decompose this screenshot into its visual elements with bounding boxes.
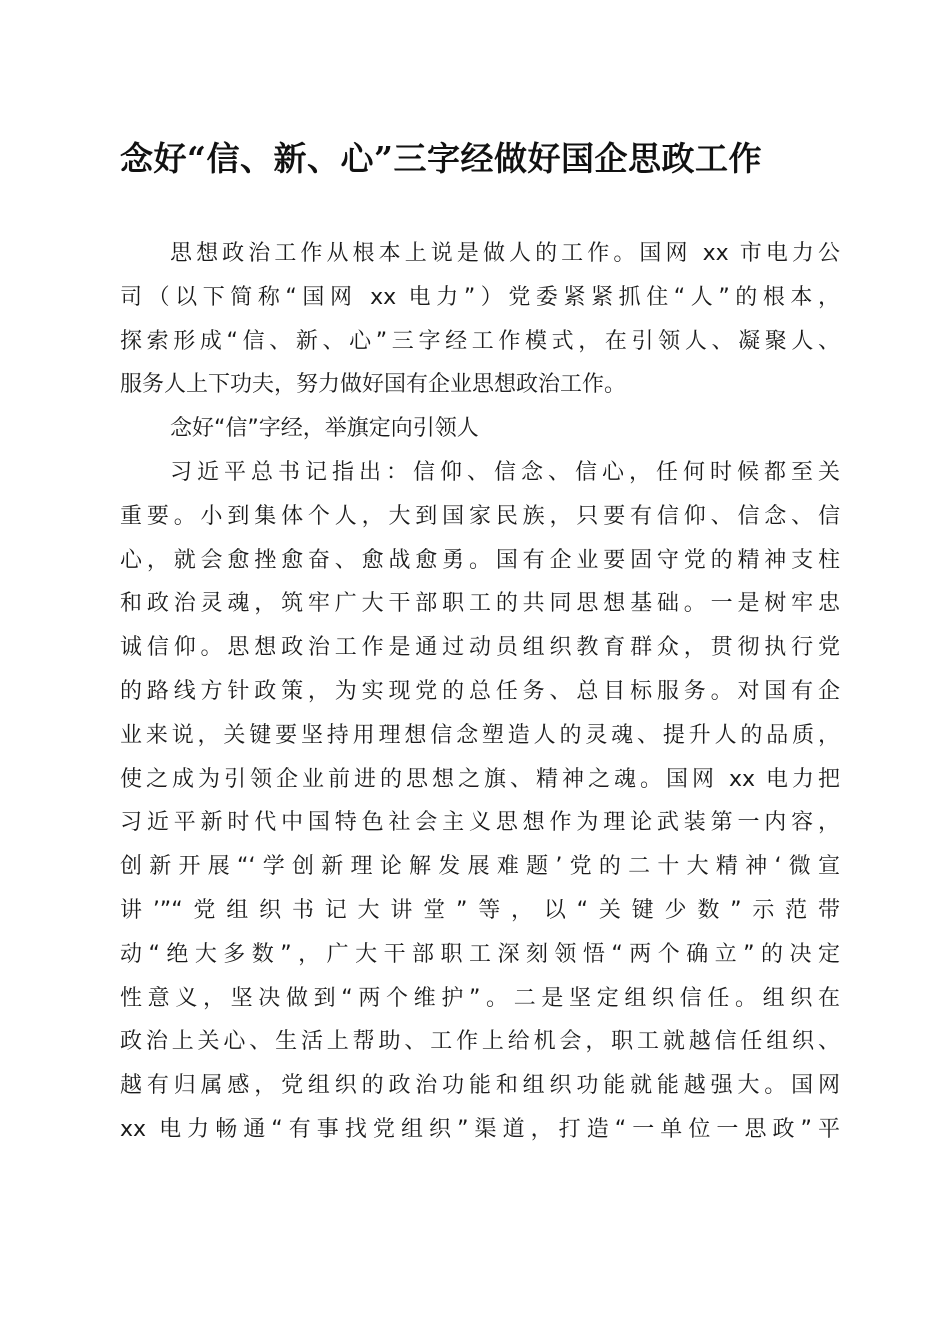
- document-body: [120, 232, 840, 1152]
- paragraph-line: 思想政治工作从根本上说是做人的工作。国网 xx 市电力公: [170, 241, 840, 266]
- paragraph-line: 性意义，坚决做到“两个维护”。二是坚定组织信任。组织在: [120, 985, 840, 1011]
- paragraph-line: 习近平新时代中国特色社会主义思想作为理论武装第一内容，: [120, 810, 840, 836]
- paragraph-line: 习近平总书记指出：信仰、信念、信心，任何时候都至关: [170, 459, 840, 485]
- paragraph-line: 重要。小到集体个人，大到国家民族，只要有信仰、信念、信: [120, 503, 840, 529]
- paragraph-line: 越有归属感，党组织的政治功能和组织功能就能越强大。国网: [120, 1073, 840, 1099]
- paragraph-line: 和政治灵魂，筑牢广大干部职工的共同思想基础。一是树牢忠: [120, 591, 840, 617]
- paragraph-line: 的路线方针政策，为实现党的总任务、总目标服务。对国有企: [120, 678, 840, 704]
- paragraph-line: 使之成为引领企业前进的思想之旗、精神之魂。国网 xx 电力把: [120, 766, 840, 792]
- paragraph-line: 心，就会愈挫愈奋、愈战愈勇。国有企业要固守党的精神支柱: [120, 547, 840, 573]
- section-heading: 念好“信”字经，举旗定向引领人: [170, 416, 479, 442]
- document-title: 念好“信、新、心”三字经做好国企思政工作: [120, 139, 762, 178]
- paragraph-line: 讲’”“党组织书记大讲堂”等，以“关键少数”示范带: [120, 897, 840, 923]
- paragraph-line: 探索形成“信、新、心”三字经工作模式，在引领人、凝聚人、: [120, 328, 840, 354]
- paragraph-line: 司（以下简称“国网 xx 电力”）党委紧紧抓住“人”的根本，: [120, 284, 840, 310]
- paragraph-line: 诚信仰。思想政治工作是通过动员组织教育群众，贯彻执行党: [120, 635, 840, 661]
- paragraph-line: 政治上关心、生活上帮助、工作上给机会，职工就越信任组织、: [120, 1029, 840, 1055]
- paragraph-line: xx 电力畅通“有事找党组织”渠道，打造“一单位一思政”平: [120, 1116, 840, 1142]
- paragraph-line: 服务人上下功夫，努力做好国有企业思想政治工作。: [120, 372, 627, 398]
- paragraph-line: 动“绝大多数”，广大干部职工深刻领悟“两个确立”的决定: [120, 941, 840, 967]
- paragraph-line: 创新开展“‘学创新理论解发展难题’党的二十大精神‘微宣: [120, 854, 840, 880]
- paragraph-line: 业来说，关键要坚持用理想信念塑造人的灵魂、提升人的品质，: [120, 722, 840, 748]
